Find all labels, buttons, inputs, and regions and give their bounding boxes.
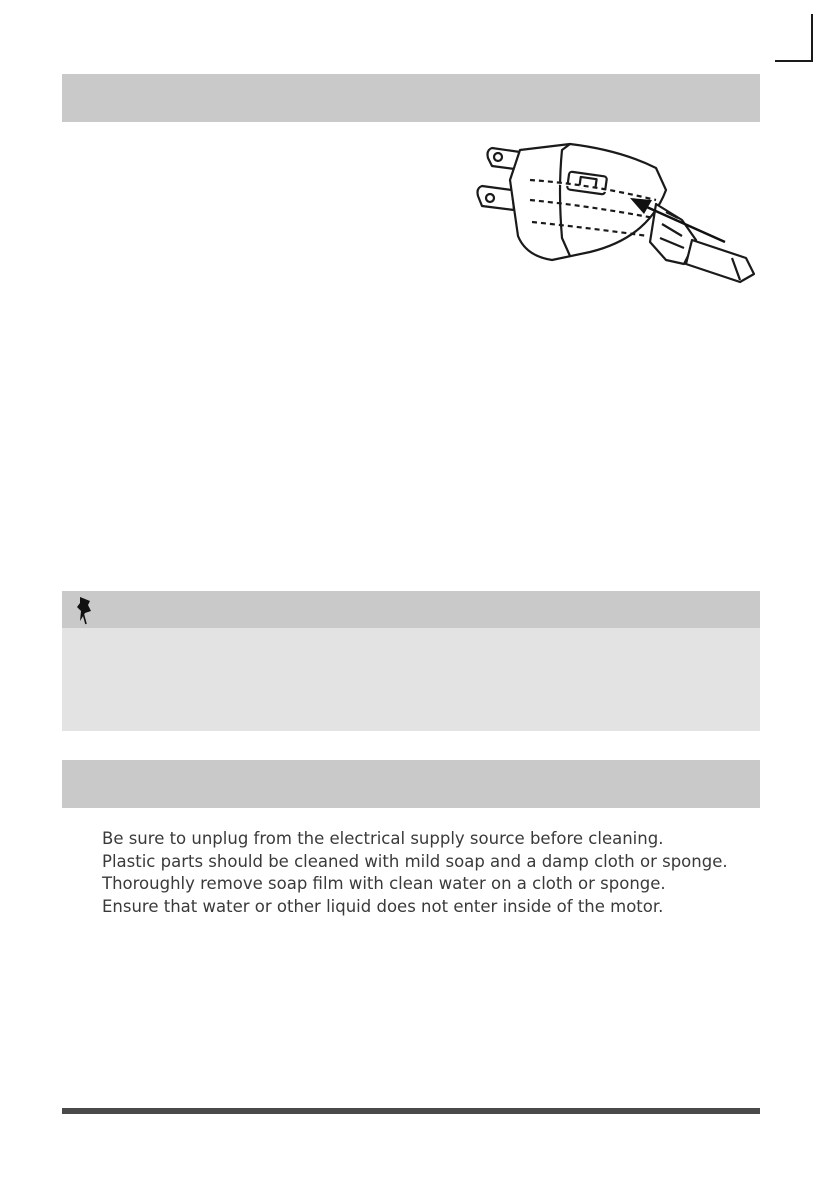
list-item xyxy=(88,828,768,851)
note-body xyxy=(62,628,760,731)
list-item xyxy=(88,896,768,919)
polarized-plug-illustration xyxy=(470,140,755,290)
section-header-bar xyxy=(62,74,760,122)
note-header xyxy=(62,591,760,628)
page-corner-mark xyxy=(775,14,813,62)
cleaning-section-header xyxy=(62,760,760,808)
list-item-text: Plastic parts should be cleaned with mild soap and a damp cloth or sponge. Thoroughly remove soap film with clean water on a cloth or sponge. xyxy=(102,851,728,893)
list-item xyxy=(88,851,768,896)
pushpin-icon xyxy=(74,595,94,625)
cleaning-instructions-list xyxy=(88,828,768,918)
list-item-text: Be sure to unplug from the electrical supply source before cleaning. xyxy=(102,829,664,848)
list-item-text: Ensure that water or other liquid does not enter inside of the motor. xyxy=(102,896,664,916)
footer-rule xyxy=(62,1108,760,1114)
